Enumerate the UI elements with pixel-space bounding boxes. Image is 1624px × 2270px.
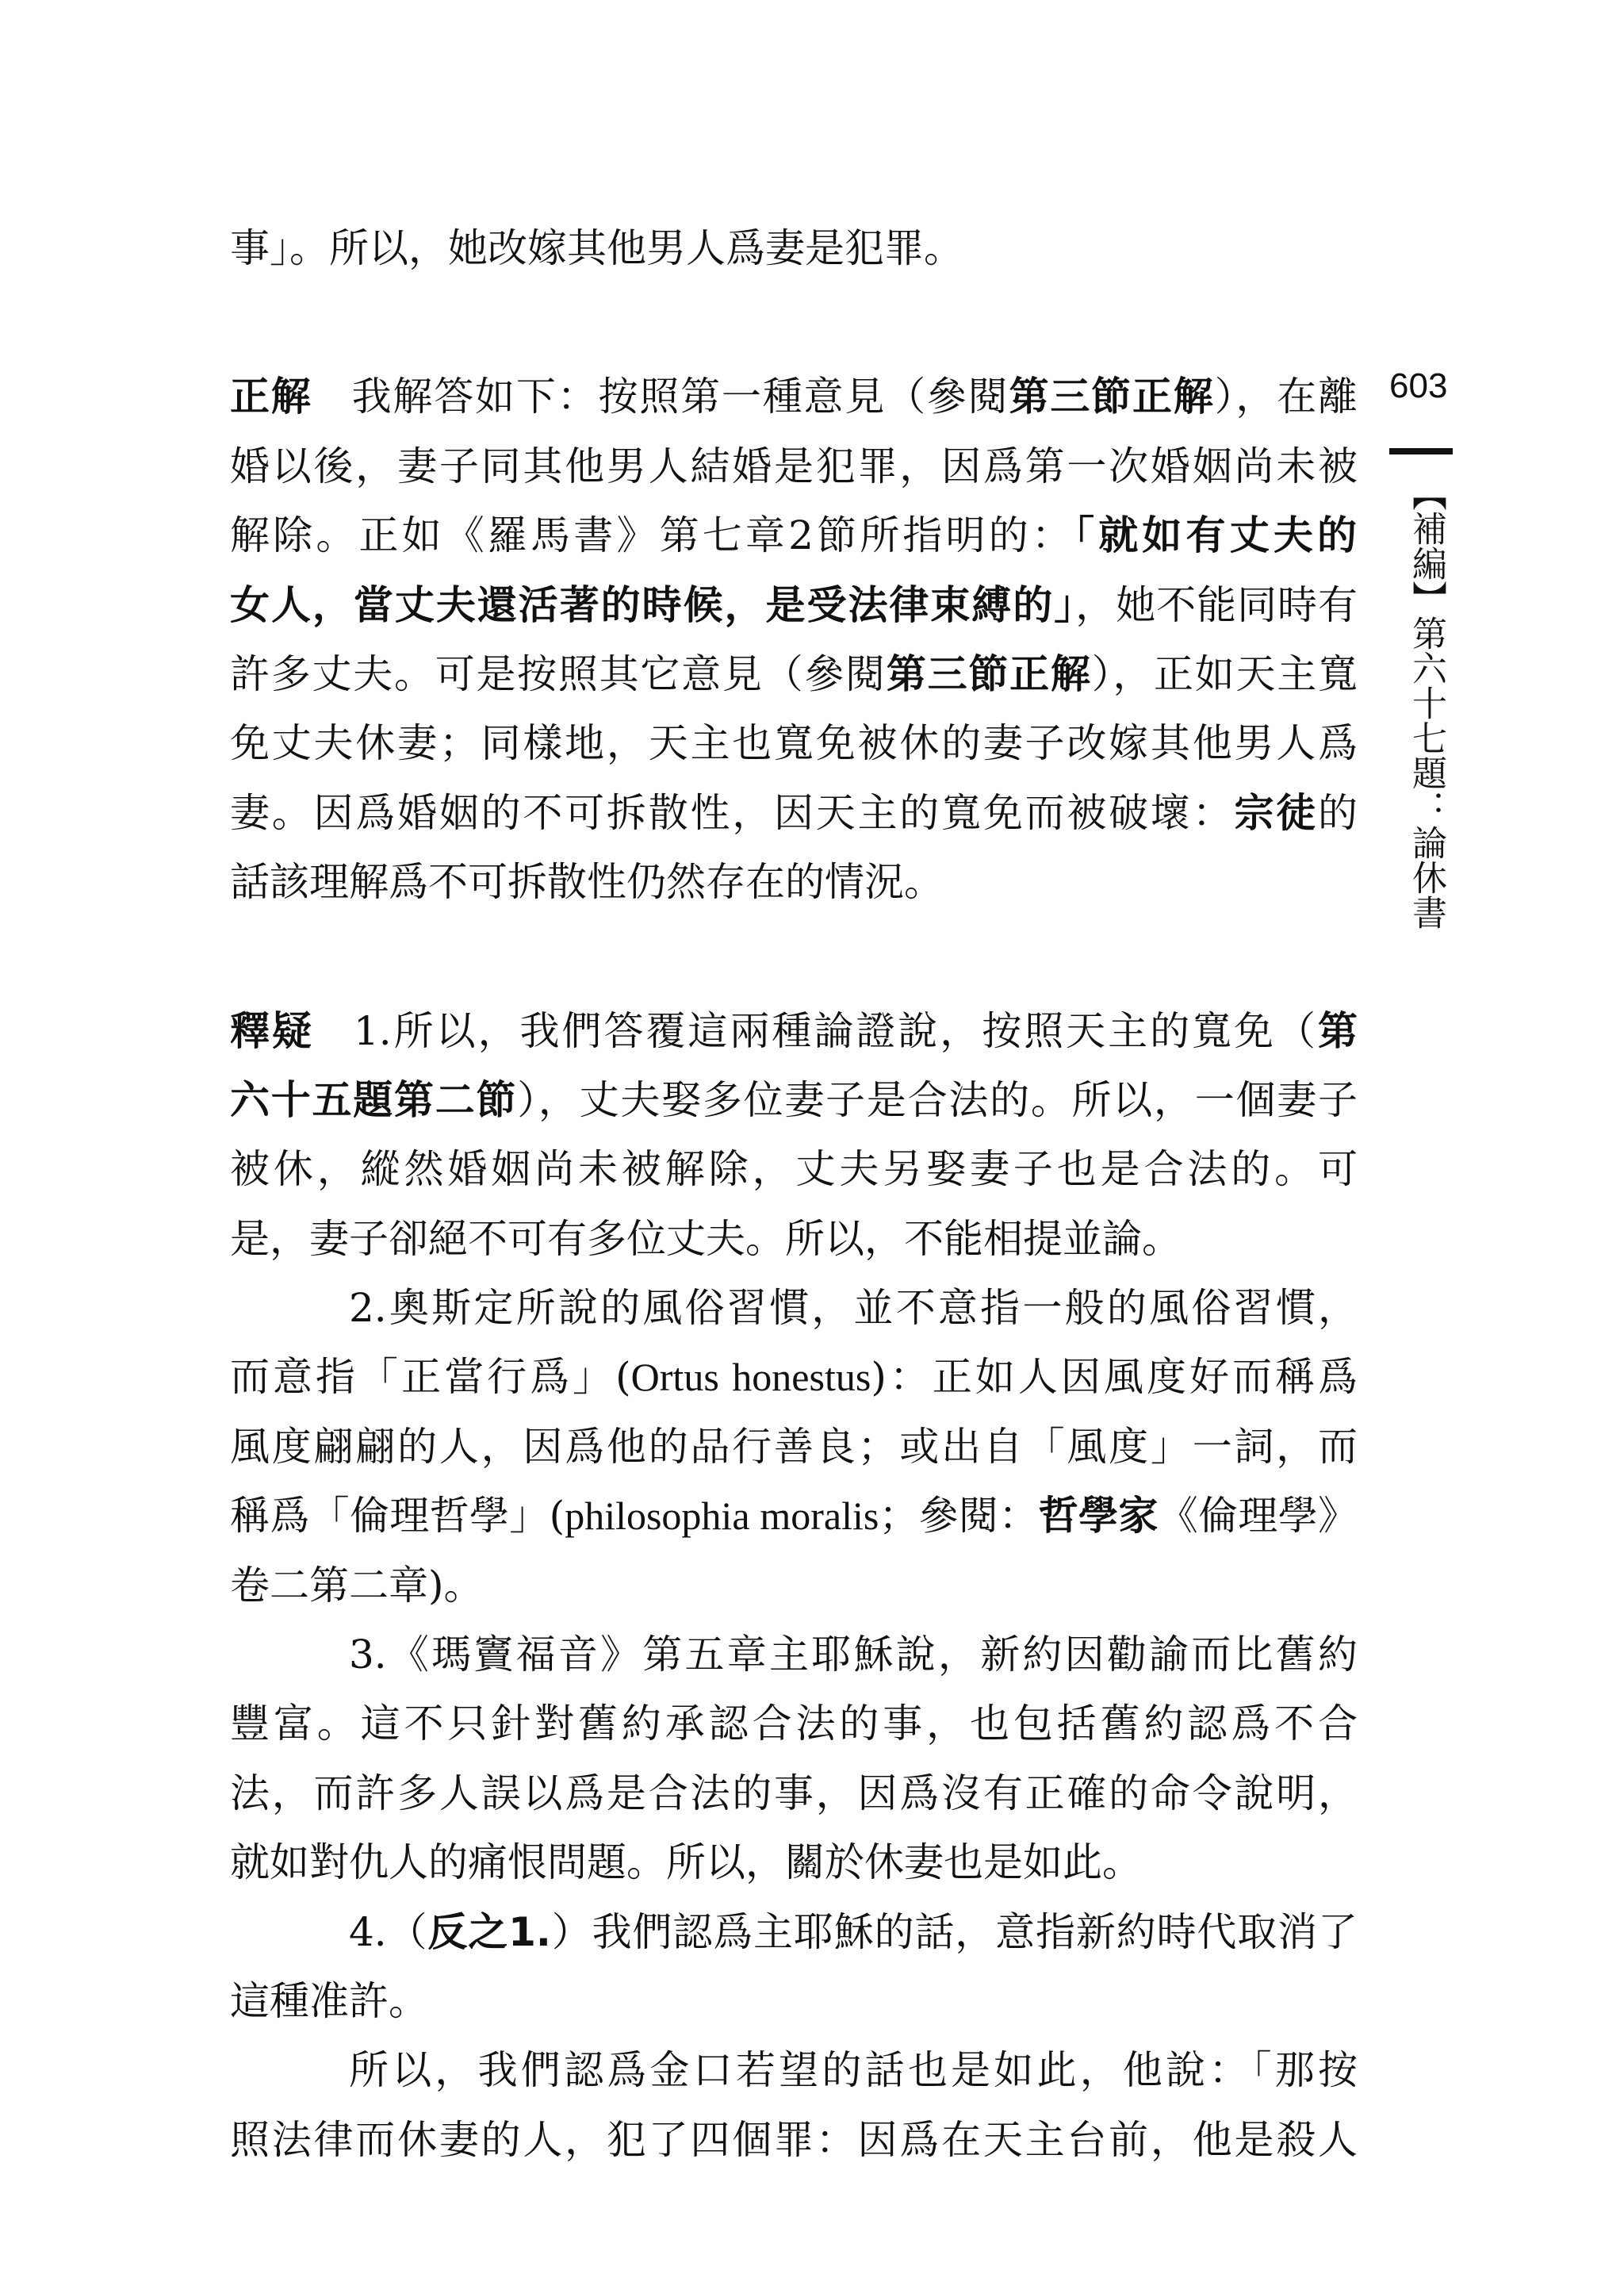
text-line: 法，而許多人誤以爲是合法的事，因爲沒有正確的命令說明， [230, 1770, 1358, 1816]
text-line: 所以，我們認爲金口若望的話也是如此，他說：「那按 [349, 2047, 1358, 2094]
emphasis: 哲學家 [1038, 1493, 1159, 1540]
text-line: 這種准許。 [230, 1977, 428, 2024]
text-line: 婚以後，妻子同其他男人結婚是犯罪，因爲第一次婚姻尚未被 [230, 443, 1358, 489]
text-line: 女人，當丈夫還活著的時候，是受法律束縛的」，她不能同時有 [230, 581, 1358, 628]
cross-reference: 第三節正解 [1009, 374, 1215, 420]
latin-term: philosophia moralis [565, 1494, 879, 1539]
page-number: 603 [1389, 366, 1448, 405]
text-line: 照法律而休妻的人，犯了四個罪：因爲在天主台前，他是殺人 [230, 2116, 1358, 2163]
text-line: 2.奧斯定所說的風俗習慣，並不意指一般的風俗習慣， [349, 1285, 1358, 1332]
text-line: 稱爲「倫理哲學」(philosophia moralis；參閱：哲學家《倫理學》 [230, 1493, 1358, 1540]
scripture-quote: 女人，當丈夫還活著的時候，是受法律束縛的」 [230, 581, 1076, 628]
text-line: 解除。正如《羅馬書》第七章2節所指明的：「就如有丈夫的 [230, 512, 1358, 559]
paragraph-gap [230, 918, 1358, 997]
main-text-block [230, 214, 1358, 2175]
text-line: 被休，縱然婚姻尚未被解除，丈夫另娶妻子也是合法的。可 [230, 1146, 1358, 1193]
emphasis: 宗徒 [1234, 789, 1319, 836]
cross-reference: 第三節正解 [886, 650, 1092, 697]
latin-term: Ortus honestus [630, 1355, 871, 1400]
text-line: 卷二第二章)。 [230, 1562, 484, 1609]
text-line: 妻。因爲婚姻的不可拆散性，因天主的寬免而被破壞：宗徒的 [230, 789, 1358, 836]
running-head: 【補編】第六十七題：論休書 [1406, 476, 1446, 930]
text-line: 3.《瑪竇福音》第五章主耶穌說，新約因勸諭而比舊約 [349, 1632, 1358, 1678]
text-line: 正解 我解答如下：按照第一種意見（參閱第三節正解），在離 [230, 374, 1358, 420]
text-line: 釋疑 1.所以，我們答覆這兩種論證說，按照天主的寬免（第 [230, 1007, 1358, 1054]
paragraph-gap [230, 283, 1358, 362]
side-rule-divider [1389, 448, 1453, 454]
text-line: 豐富。這不只針對舊約承認合法的事，也包括舊約認爲不合 [230, 1701, 1358, 1747]
cross-reference: 反之1. [427, 1908, 551, 1955]
text-line: 免丈夫休妻；同樣地，天主也寬免被休的妻子改嫁其他男人爲 [230, 720, 1358, 767]
text-line: 話該理解爲不可拆散性仍然存在的情況。 [230, 859, 944, 906]
text-line: 六十五題第二節），丈夫娶多位妻子是合法的。所以，一個妻子 [230, 1076, 1358, 1123]
cross-reference: 第 [1318, 1007, 1358, 1054]
text-line: 事」。所以，她改嫁其他男人爲妻是犯罪。 [230, 225, 963, 271]
section-heading-replies: 釋疑 [230, 1007, 314, 1054]
scripture-quote: 「就如有丈夫的 [1074, 512, 1358, 559]
text-line: 許多丈夫。可是按照其它意見（參閱第三節正解），正如天主寬 [230, 650, 1358, 697]
section-heading-answer: 正解 [230, 374, 312, 420]
text-line: 風度翩翩的人，因爲他的品行善良；或出自「風度」一詞，而 [230, 1423, 1358, 1470]
text-line: 就如對仇人的痛恨問題。所以，關於休妻也是如此。 [230, 1839, 1142, 1886]
cross-reference: 六十五題第二節 [230, 1076, 518, 1123]
text-line: 4.（反之1.）我們認爲主耶穌的話，意指新約時代取消了 [349, 1908, 1358, 1955]
text-line: 是，妻子卻絕不可有多位丈夫。所以，不能相提並論。 [230, 1215, 1182, 1262]
text-line: 而意指「正當行爲」(Ortus honestus)：正如人因風度好而稱爲 [230, 1354, 1358, 1401]
